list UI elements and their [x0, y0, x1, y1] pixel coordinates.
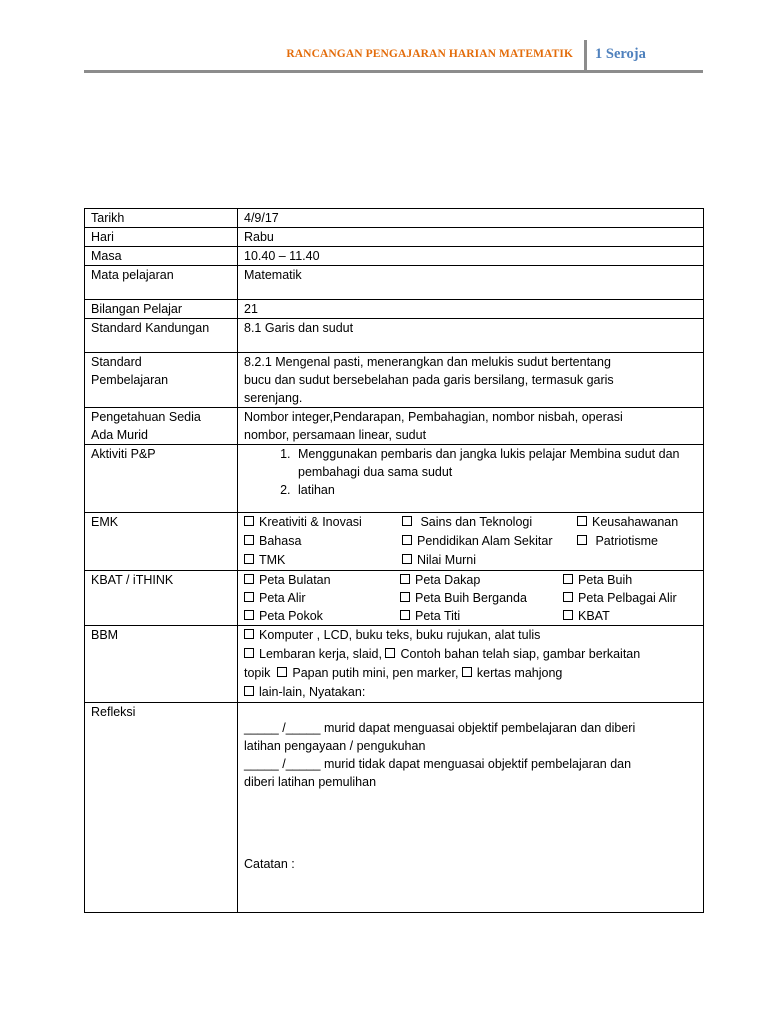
label-standard-pembelajaran — [85, 353, 238, 408]
checkbox-icon[interactable] — [402, 554, 412, 564]
checkbox-icon[interactable] — [244, 592, 254, 602]
emk-options — [244, 513, 697, 570]
value-standard-pembelajaran — [238, 353, 704, 408]
label-emk: EMK — [85, 513, 238, 571]
row-bbm — [85, 626, 704, 703]
activity-step: 2. latihan — [294, 481, 697, 499]
row-refleksi — [85, 703, 704, 913]
checkbox-icon[interactable] — [577, 535, 587, 545]
row-kbat — [85, 571, 704, 626]
label-line: Ada Murid — [91, 428, 148, 442]
kbat-option[interactable]: Peta Pelbagai Alir — [563, 589, 697, 607]
value-refleksi — [238, 703, 704, 913]
label-mata-pelajaran: Mata pelajaran — [85, 266, 238, 300]
kbat-option[interactable]: Peta Dakap — [400, 571, 563, 589]
label-aktiviti: Aktiviti P&P — [85, 445, 238, 513]
lesson-plan-table — [84, 208, 704, 913]
kbat-option[interactable]: Peta Titi — [400, 607, 563, 625]
emk-option[interactable]: TMK — [244, 551, 402, 570]
checkbox-icon[interactable] — [462, 667, 472, 677]
kbat-option[interactable]: Peta Buih — [563, 571, 697, 589]
checkbox-icon[interactable] — [563, 610, 573, 620]
row-standard-kandungan — [85, 319, 704, 353]
header-divider — [584, 40, 587, 71]
checkbox-icon[interactable] — [563, 592, 573, 602]
bbm-line: topik Papan putih mini, pen marker, kertas mahjong — [244, 666, 563, 680]
refleksi-line: _____ /_____ murid dapat menguasai objektif pembelajaran dan diberi — [244, 721, 636, 735]
value-aktiviti — [238, 445, 704, 513]
row-pengetahuan-sedia — [85, 408, 704, 445]
kbat-options — [244, 571, 697, 625]
checkbox-icon[interactable] — [402, 516, 412, 526]
bbm-line: lain-lain, Nyatakan: — [244, 683, 697, 702]
value-bilangan-pelajar: 21 — [238, 300, 704, 319]
text-line: serenjang. — [244, 391, 303, 405]
catatan-label: Catatan : — [244, 857, 295, 871]
value-hari: Rabu — [238, 228, 704, 247]
kbat-option[interactable]: KBAT — [563, 607, 697, 625]
checkbox-icon[interactable] — [577, 516, 587, 526]
text-line: Nombor integer,Pendarapan, Pembahagian, nombor nisbah, operasi — [244, 410, 623, 424]
class-name: 1 Seroja — [595, 46, 646, 62]
checkbox-icon[interactable] — [244, 574, 254, 584]
value-mata-pelajaran: Matematik — [238, 266, 704, 300]
value-emk — [238, 513, 704, 571]
value-bbm — [238, 626, 704, 703]
label-kbat: KBAT / iTHINK — [85, 571, 238, 626]
label-masa: Masa — [85, 247, 238, 266]
label-pengetahuan-sedia — [85, 408, 238, 445]
checkbox-icon[interactable] — [244, 554, 254, 564]
kbat-option[interactable]: Peta Pokok — [244, 607, 400, 625]
checkbox-icon[interactable] — [244, 610, 254, 620]
label-bbm: BBM — [85, 626, 238, 703]
emk-option[interactable]: Patriotisme — [577, 532, 697, 551]
row-mata-pelajaran — [85, 266, 704, 300]
activity-step: 1. Menggunakan pembaris dan jangka lukis pelajar Membina sudut dan pembahagi dua sama sudut — [294, 445, 697, 481]
text-line: bucu dan sudut bersebelahan pada garis bersilang, termasuk garis — [244, 373, 614, 387]
kbat-option[interactable]: Peta Alir — [244, 589, 400, 607]
label-hari: Hari — [85, 228, 238, 247]
row-standard-pembelajaran — [85, 353, 704, 408]
checkbox-icon[interactable] — [244, 629, 254, 639]
refleksi-line: _____ /_____ murid tidak dapat menguasai objektif pembelajaran dan — [244, 757, 632, 771]
value-masa: 10.40 – 11.40 — [238, 247, 704, 266]
activity-list — [244, 445, 697, 499]
checkbox-icon[interactable] — [400, 592, 410, 602]
emk-option[interactable]: Nilai Murni — [402, 551, 577, 570]
emk-option[interactable]: Keusahawanan — [577, 513, 697, 532]
refleksi-line: latihan pengayaan / pengukuhan — [244, 739, 426, 753]
checkbox-icon[interactable] — [244, 648, 254, 658]
emk-option[interactable]: Bahasa — [244, 532, 402, 551]
emk-option[interactable]: Pendidikan Alam Sekitar — [402, 532, 577, 551]
kbat-option[interactable]: Peta Buih Berganda — [400, 589, 563, 607]
bbm-line: Komputer , LCD, buku teks, buku rujukan, alat tulis — [244, 626, 697, 645]
emk-option[interactable]: Kreativiti & Inovasi — [244, 513, 402, 532]
label-line: Pembelajaran — [91, 373, 169, 387]
label-bilangan-pelajar: Bilangan Pelajar — [85, 300, 238, 319]
emk-option[interactable]: Sains dan Teknologi — [402, 513, 577, 532]
document-title: RANCANGAN PENGAJARAN HARIAN MATEMATIK — [286, 48, 573, 60]
text-line: nombor, persamaan linear, sudut — [244, 428, 427, 442]
value-standard-kandungan: 8.1 Garis dan sudut — [238, 319, 704, 353]
value-tarikh: 4/9/17 — [238, 209, 704, 228]
checkbox-icon[interactable] — [244, 535, 254, 545]
row-masa — [85, 247, 704, 266]
text-line: 8.2.1 Mengenal pasti, menerangkan dan melukis sudut bertentang — [244, 355, 611, 369]
label-tarikh: Tarikh — [85, 209, 238, 228]
value-kbat — [238, 571, 704, 626]
row-tarikh — [85, 209, 704, 228]
label-line: Pengetahuan Sedia — [91, 410, 201, 424]
label-refleksi: Refleksi — [85, 703, 238, 913]
checkbox-icon[interactable] — [277, 667, 287, 677]
page-header — [84, 42, 703, 73]
row-bilangan-pelajar — [85, 300, 704, 319]
label-standard-kandungan: Standard Kandungan — [85, 319, 238, 353]
refleksi-line: diberi latihan pemulihan — [244, 775, 377, 789]
bbm-line: Lembaran kerja, slaid, Contoh bahan telah siap, gambar berkaitan — [244, 645, 697, 664]
checkbox-icon[interactable] — [400, 610, 410, 620]
checkbox-icon[interactable] — [244, 516, 254, 526]
checkbox-icon[interactable] — [402, 535, 412, 545]
checkbox-icon[interactable] — [400, 574, 410, 584]
checkbox-icon[interactable] — [563, 574, 573, 584]
value-pengetahuan-sedia — [238, 408, 704, 445]
checkbox-icon[interactable] — [244, 686, 254, 696]
checkbox-icon[interactable] — [385, 648, 395, 658]
label-line: Standard — [91, 355, 142, 369]
row-hari — [85, 228, 704, 247]
row-emk — [85, 513, 704, 571]
kbat-option[interactable]: Peta Bulatan — [244, 571, 400, 589]
row-aktiviti — [85, 445, 704, 513]
